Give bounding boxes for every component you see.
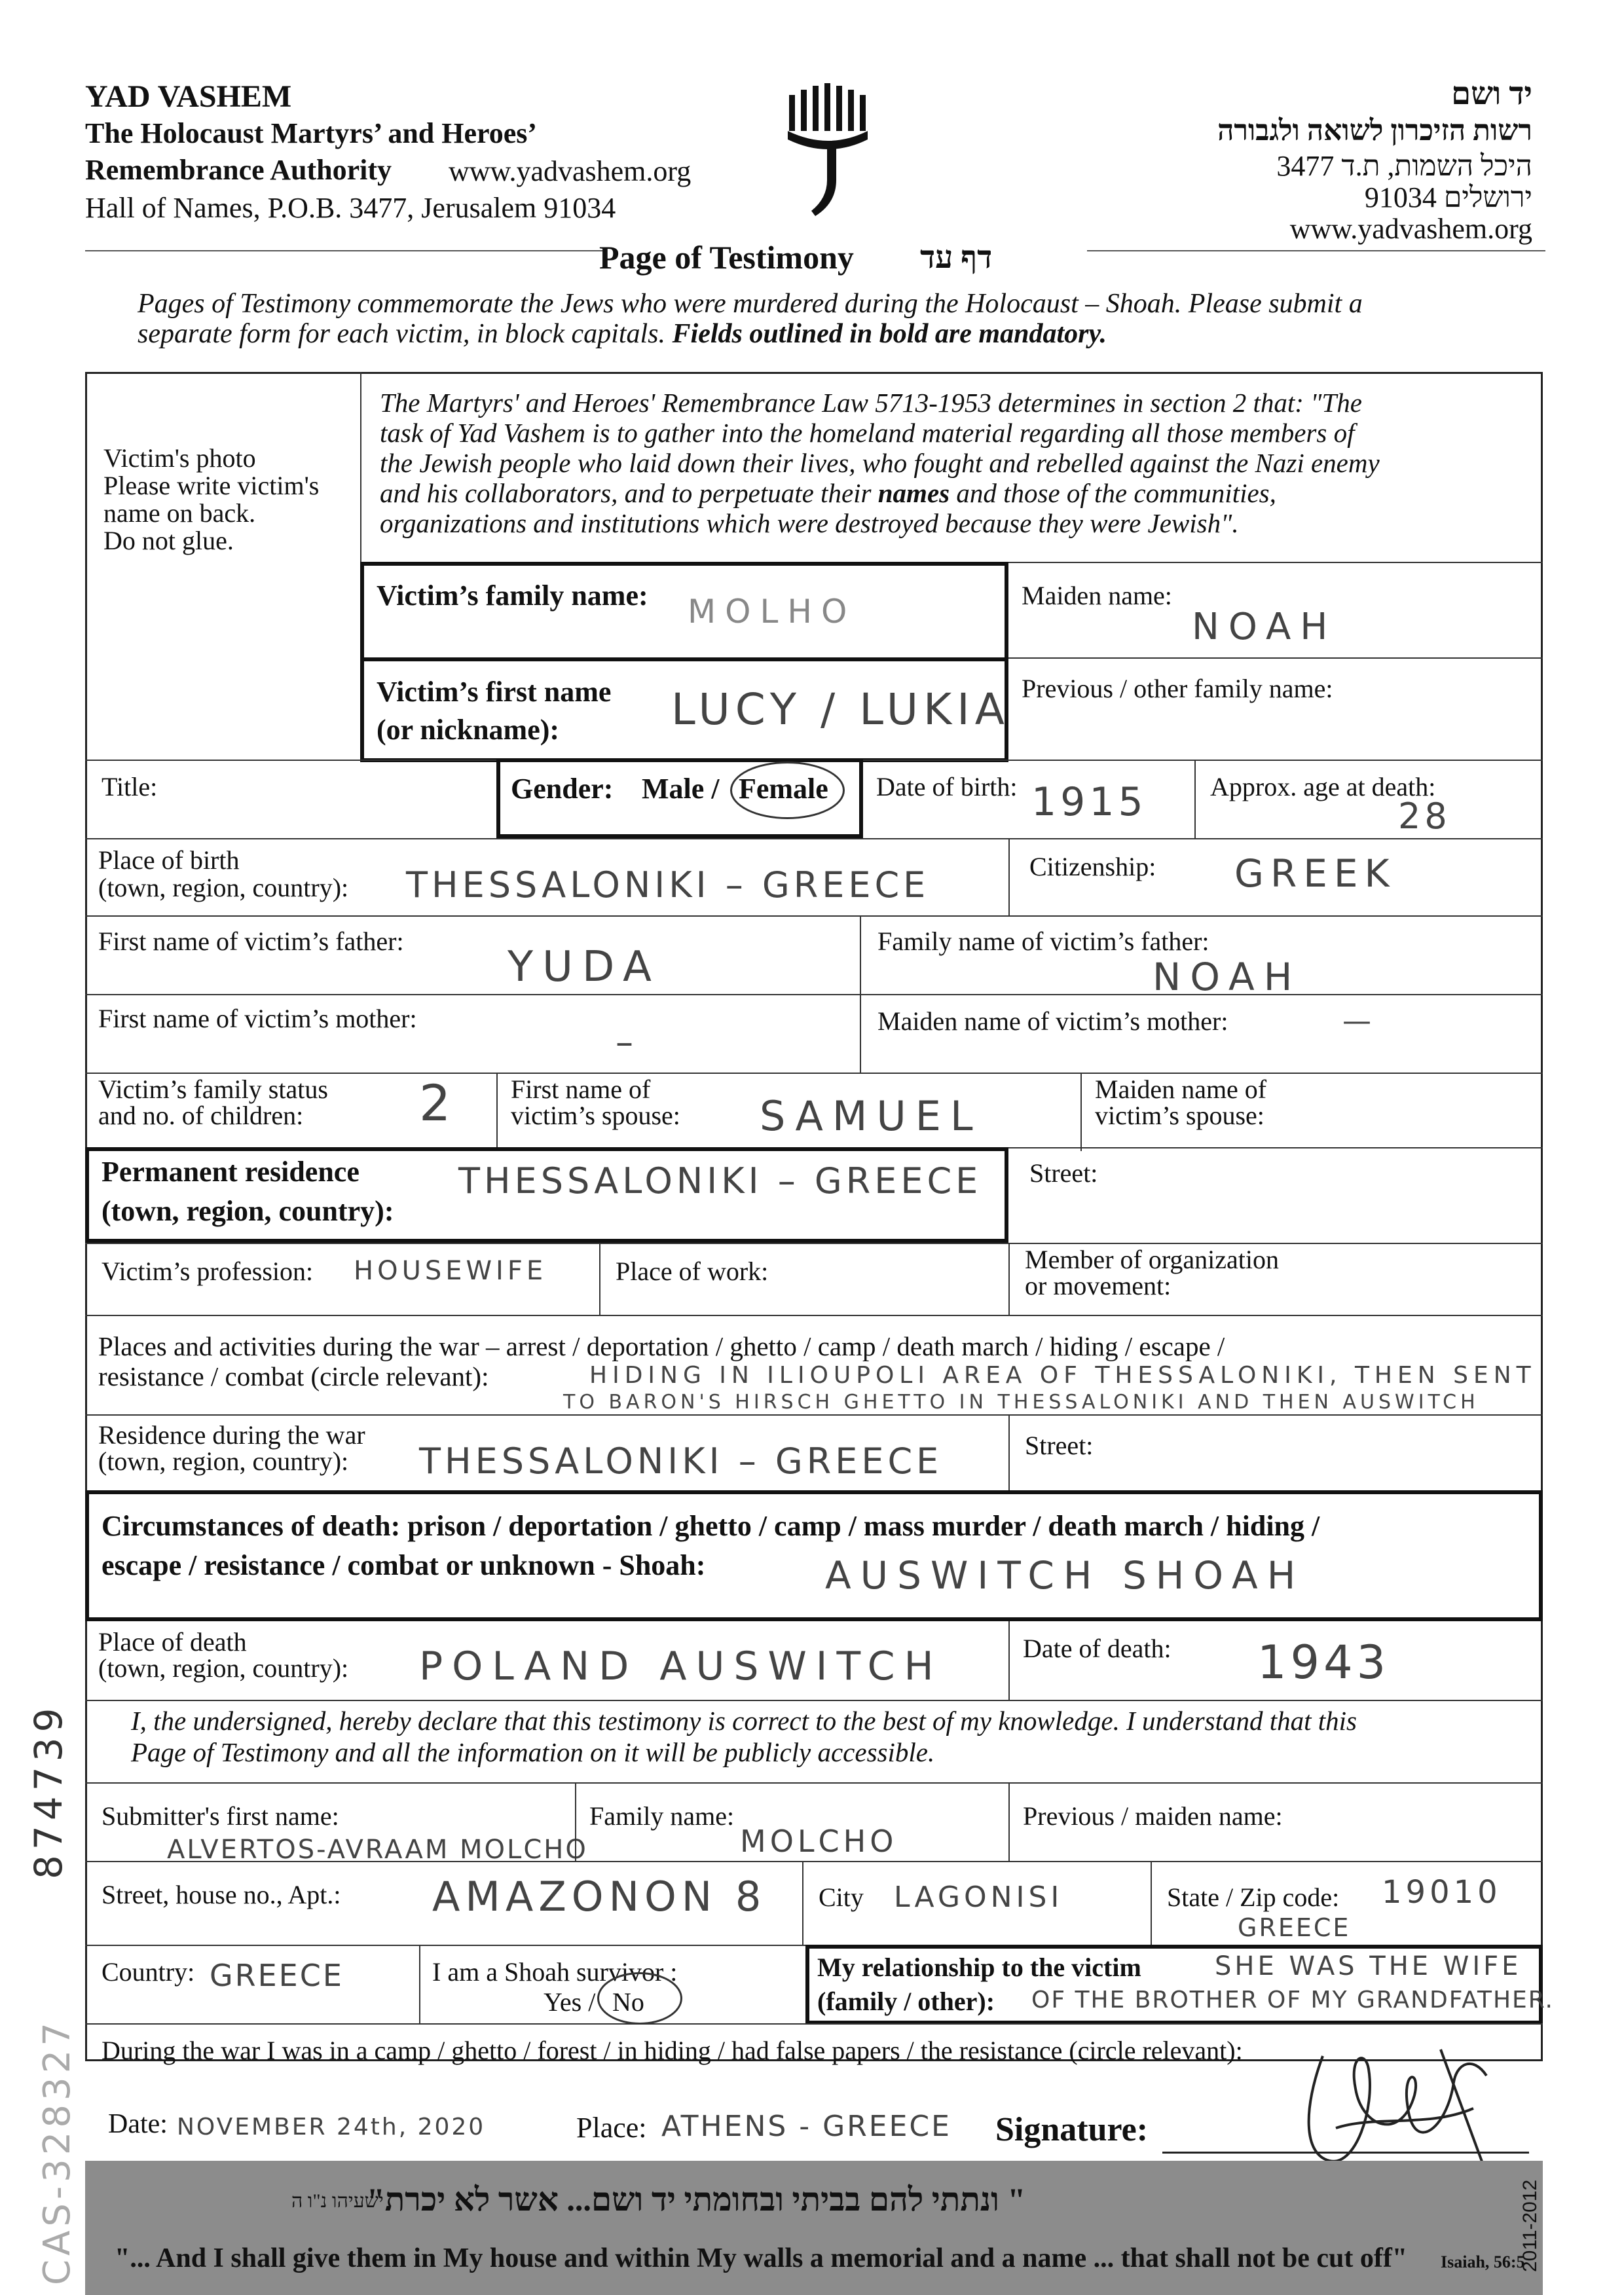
footer-hebrew-ref: ישעיהו נ"ו ה [291,2190,384,2212]
maiden-name-label: Maiden name: [1022,581,1172,610]
previous-name-label: Previous / other family name: [1022,674,1333,703]
footer-hebrew-verse: " ונתתי להם בביתי ובחומתי יד ושם... אשר לא יכרת" [367,2181,1026,2218]
father-first-label: First name of victim’s father: [98,927,404,956]
family-status-value: 2 [419,1074,460,1132]
submitter-first-label: Submitter's first name: [101,1801,339,1831]
signature-label: Signature: [995,2111,1149,2148]
org-line-3: Remembrance Authority [85,154,392,186]
city-label: City [819,1882,864,1912]
submitter-family-value: MOLCHO [740,1824,898,1859]
age-value: 28 [1398,796,1451,837]
member-label-1: Member of organization [1025,1245,1280,1274]
survivor-no[interactable]: No [612,1987,644,2017]
signature-icon [1277,2030,1526,2180]
member-label-2: or movement: [1025,1271,1172,1300]
declaration [131,1705,1357,1768]
relationship-value-1: SHE WAS THE WIFE [1215,1951,1522,1981]
first-name-label-2: (or nickname): [377,714,560,746]
citizenship-label: Citizenship: [1029,852,1156,881]
pob-value: THESSALONIKI – GREECE [406,864,930,906]
spouse-divider-1 [496,1073,498,1151]
during-war-label: During the war I was in a camp / ghetto / forest / in hiding / had false papers / the resistance (circle relevant): [101,2036,1243,2065]
mother-maiden-label: Maiden name of victim’s mother: [877,1006,1228,1036]
instructions-plain: separate form for each victim, in block capitals. [138,319,666,349]
workplace-divider [599,1243,600,1315]
pod-value: POLAND AUSWITCH [419,1643,943,1689]
address: Hall of Names, P.O.B. 3477, Jerusalem 91034 [85,192,616,224]
law-line-4 [380,478,1380,508]
previous-name-top-line [1008,657,1543,659]
places-value-2: TO BARON'S HIRSCH GHETTO IN THESSALONIKI AND THEN AUSWITCH [563,1391,1479,1414]
row-line-pob [85,838,1543,839]
date-label: Date: [108,2109,168,2139]
citizenship-value: GREEK [1234,851,1396,896]
row-line-father [85,915,1543,917]
page-title-hebrew: דף עד [920,240,993,275]
spouse-divider-2 [1080,1073,1082,1151]
first-name-label-1: Victim’s first name [377,676,612,708]
street-label: Street: [1029,1158,1098,1188]
law-line-5: organizations and institutions which were destroyed because they were Jewish". [380,508,1239,538]
spouse-first-value: SAMUEL [760,1092,982,1140]
profession-value: HOUSEWIFE [354,1256,547,1286]
row-line-war-residence [85,1414,1543,1416]
pob-label-1: Place of birth [98,845,240,875]
citizenship-divider [1008,838,1010,915]
submitter-previous-label: Previous / maiden name: [1023,1801,1283,1831]
submitter-street-label: Street, house no., Apt.: [101,1880,341,1909]
family-status-label-1: Victim’s family status [98,1074,328,1104]
zip-label: State / Zip code: [1167,1882,1340,1912]
member-divider [1008,1243,1010,1315]
circumstances-label-2: escape / resistance / combat or unknown - Shoah: [101,1549,706,1581]
mother-maiden-value: — [1342,1004,1380,1038]
yad-vashem-logo-icon [783,82,881,223]
pod-label-1: Place of death [98,1627,247,1657]
dod-value: 1943 [1257,1636,1390,1689]
dob-value: 1915 [1031,779,1147,825]
zip-value-country: GREECE [1238,1913,1351,1942]
hebrew-org-line-3: היכל השמות, ת.ד 3477 [1276,150,1532,182]
law-line-2: task of Yad Vashem is to gather into the homeland material regarding all those members of [380,418,1355,448]
page-title: Page of Testimony [599,239,854,276]
row-line-family [85,1073,1543,1074]
photo-line-1: Victim's photo [103,443,256,473]
relationship-label-2: (family / other): [817,1987,995,2016]
header-divider-left [85,250,602,251]
zip-value: 19010 [1382,1874,1502,1911]
instructions-bold: Fields outlined in bold are mandatory. [672,319,1107,349]
war-residence-label-1: Residence during the war [98,1420,365,1450]
spouse-first-label-1: First name of [511,1074,651,1104]
website-right: www.yadvashem.org [1289,213,1532,245]
row-line-mother [85,994,1543,995]
hebrew-org-line-4: ירושלים 91034 [1364,181,1532,213]
row-line-during-war [85,2023,1543,2025]
dod-divider [1008,1621,1010,1700]
family-name-value: MOLHO [688,593,857,631]
spouse-maiden-label-1: Maiden name of [1095,1074,1267,1104]
edition-label: 2011-2012 [1519,2179,1541,2272]
street-divider-2 [1151,1861,1152,1945]
place-label: Place: [576,2112,647,2144]
mother-first-value: – [616,1021,642,1063]
war-residence-value: THESSALONIKI – GREECE [419,1441,943,1482]
pob-label-2: (town, region, country): [98,873,349,902]
gender-circle [730,762,845,819]
org-name: YAD VASHEM [85,79,292,114]
dob-label: Date of birth: [876,772,1018,801]
photo-line-4: Do not glue. [103,526,234,555]
father-family-value: NOAH [1153,955,1302,999]
instructions-line-1: Pages of Testimony commemorate the Jews who were murdered during the Holocaust – Shoah. Please submit a [138,289,1363,319]
places-label-1: Places and activities during the war – arrest / deportation / ghetto / camp / death march / hiding / escape / [98,1331,1225,1361]
survivor-yes[interactable]: Yes / [544,1987,596,2017]
war-residence-label-2: (town, region, country): [98,1446,349,1476]
street-top-line [1008,1147,1543,1148]
father-family-label: Family name of victim’s father: [877,927,1209,956]
photo-line-2: Please write victim's [103,471,320,500]
war-street-label: Street: [1025,1431,1094,1460]
country-label: Country: [101,1957,195,1987]
submitter-family-label: Family name: [589,1801,735,1831]
submitter-divider-1 [575,1782,576,1861]
residence-label-2: (town, region, country): [101,1195,394,1227]
relationship-value-2: OF THE BROTHER OF MY GRANDFATHER. [1031,1987,1554,2013]
row-line-submitter [85,1782,1543,1784]
law-text [380,388,1380,538]
maiden-name-value: NOAH [1192,606,1337,648]
places-value-1: HIDING IN ILIOUPOLI AREA OF THESSALONIKI, THEN SENT [589,1362,1536,1389]
age-divider [1194,760,1196,838]
hebrew-org-name: יד ושם [1451,77,1532,111]
circumstances-value: AUSWITCH SHOAH [825,1553,1305,1598]
spouse-first-label-2: victim’s spouse: [511,1101,680,1130]
first-name-value: LUCY / LUKIA [671,684,1010,735]
war-street-divider [1008,1414,1010,1493]
city-value: LAGONISI [894,1881,1063,1914]
law-line-1: The Martyrs' and Heroes' Remembrance Law 5713-1953 determines in section 2 that: "The [380,388,1362,418]
law-line-4c: and those of the communities, [956,478,1276,508]
place-value: ATHENS - GREECE [661,2110,951,2143]
residence-label-1: Permanent residence [101,1156,360,1188]
dod-label: Date of death: [1023,1634,1172,1663]
row-line-places [85,1315,1543,1316]
gender-female[interactable]: Female [739,773,828,805]
instructions-line-2 [138,318,1107,350]
footer-english-verse: "... And I shall give them in My house and within My walls a memorial and a name ... that shall not be cut off" [115,2243,1408,2273]
street-divider-1 [802,1861,803,1945]
photo-line-3: name on back. [103,498,256,528]
family-status-label-2: and no. of children: [98,1101,304,1130]
country-divider [419,1945,420,2023]
header-divider-right [1087,250,1545,251]
relationship-label-1: My relationship to the victim [817,1953,1141,1982]
submitter-first-value: ALVERTOS-AVRAAM MOLCHO [167,1835,588,1865]
footer-english-ref: Isaiah, 56:5 [1441,2252,1525,2271]
row-line-declaration [85,1700,1543,1701]
hebrew-org-line-2: רשות הזיכרון לשואה ולגבורה [1217,115,1532,147]
father-first-value: YUDA [507,943,661,991]
family-name-label: Victim’s family name: [377,579,648,612]
title-label: Title: [101,772,158,801]
gender-label: Gender: [511,773,614,805]
survivor-circle [597,1972,682,2025]
margin-code: CAS-328327 [36,2019,79,2285]
declaration-line-1: I, the undersigned, hereby declare that this testimony is correct to the best of my knowledge. I understand that this [131,1706,1357,1736]
date-value: NOVEMBER 24th, 2020 [177,2114,486,2140]
mother-first-label: First name of victim’s mother: [98,1004,417,1033]
workplace-label: Place of work: [616,1257,769,1286]
profession-label: Victim’s profession: [101,1257,314,1286]
submitter-street-value: AMAZONON 8 [432,1873,767,1920]
row-line-profession [85,1243,1543,1244]
declaration-line-2: Page of Testimony and all the information on it will be publicly accessible. [131,1737,935,1767]
law-line-4-names: names [877,478,950,508]
website-left: www.yadvashem.org [449,155,692,187]
gender-male[interactable]: Male / [642,773,720,805]
survivor-label: I am a Shoah survivor : [432,1957,678,1987]
submitter-divider-2 [1008,1782,1010,1861]
row-line-street [85,1861,1543,1862]
org-line-2: The Holocaust Martyrs’ and Heroes’ [85,117,538,149]
margin-number: 874739 [26,1702,71,1879]
places-label-2: resistance / combat (circle relevant): [98,1361,489,1391]
country-value: GREECE [210,1958,344,1993]
residence-value: THESSALONIKI – GREECE [458,1160,982,1202]
spouse-maiden-label-2: victim’s spouse: [1095,1101,1264,1130]
law-line-4a: and his collaborators, and to perpetuate their [380,478,872,508]
age-label: Approx. age at death: [1210,772,1436,801]
law-line-3: the Jewish people who laid down their lives, who fought and rebelled against the Nazi enemy [380,448,1380,478]
circumstances-label-1: Circumstances of death: prison / deportation / ghetto / camp / mass murder / death march / hiding / [101,1510,1320,1542]
pod-label-2: (town, region, country): [98,1653,349,1683]
